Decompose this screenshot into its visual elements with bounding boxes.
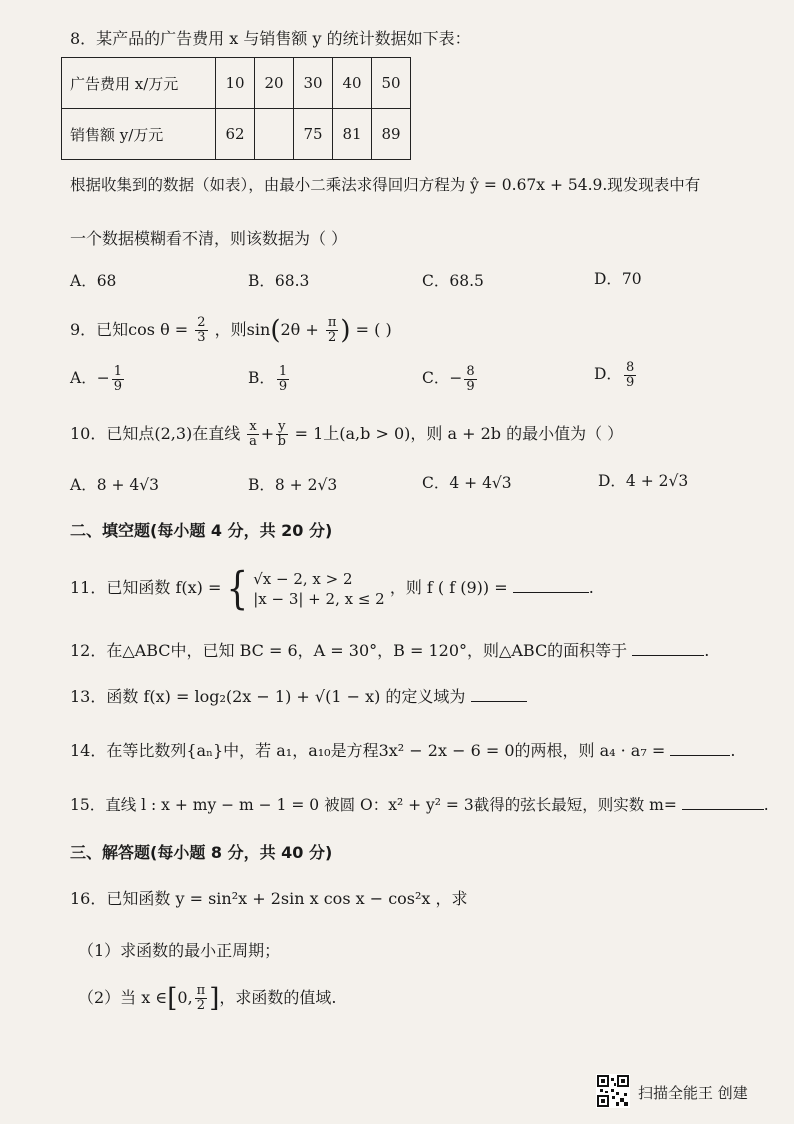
plus-sign: +	[260, 424, 275, 443]
q10-option-c: C．4 + 4√3	[422, 474, 512, 492]
q12-end: .	[704, 641, 710, 660]
q16-part2: （2）当 x ∈[0, $\frac{\pi}{2}$ ]，求函数的值域.	[78, 983, 337, 1014]
table-row-label: 广告费用 x/万元	[62, 58, 216, 109]
qr-code-icon	[596, 1074, 630, 1108]
option-label: D．	[594, 365, 622, 383]
q8-option-d: D．70	[594, 270, 642, 288]
option-fraction	[277, 365, 289, 394]
table-row-label: 销售额 y/万元	[62, 109, 216, 160]
answer-blank	[513, 578, 589, 593]
section-2-heading: 二、填空题(每小题 4 分，共 20 分)	[70, 521, 333, 540]
q10-stem	[70, 416, 623, 452]
answer-blank	[471, 687, 527, 702]
q8-data-table	[61, 57, 411, 160]
q10-option-a: A．8 + 4√3	[70, 476, 159, 494]
table-cell-blurred	[255, 109, 294, 160]
frac-num: π	[327, 315, 337, 330]
q14-stem	[70, 740, 735, 762]
q9-option-d	[594, 356, 638, 392]
table-cell: 50	[372, 58, 411, 109]
option-label: B．	[248, 369, 275, 387]
q10-fraction-x	[247, 420, 258, 449]
q16-stem: 16．已知函数 y = sin²x + 2sin x cos x − cos²x ，求	[70, 889, 468, 908]
frac-den: b	[277, 434, 286, 449]
q10-option-d: D．4 + 2√3	[598, 472, 689, 490]
table-cell: 20	[255, 58, 294, 109]
q16-part1: （1）求函数的最小正周期；	[78, 941, 281, 960]
q8-option-c: C．68.5	[422, 272, 484, 290]
option-fraction	[624, 361, 636, 390]
q9-arg: 2θ +	[280, 320, 319, 339]
q10-option-b: B．8 + 2√3	[248, 476, 338, 494]
q15-end: .	[763, 796, 769, 814]
q12-text: 12．在△ABC中，已知 BC = 6，A = 30°，B = 120°，则△ABC的面积等于	[70, 641, 628, 660]
q11-end: .	[588, 578, 594, 597]
q14-end: .	[730, 741, 736, 760]
q9-option-b	[248, 360, 291, 396]
frac-den: a	[249, 434, 257, 449]
table-cell: 75	[294, 109, 333, 160]
frac-den: 9	[625, 374, 635, 390]
frac-num: 1	[113, 363, 122, 379]
q9-arg-fraction	[326, 316, 339, 345]
answer-blank	[682, 795, 764, 810]
q9-prefix: 9．已知cos θ =	[70, 320, 189, 339]
table-cell: 89	[372, 109, 411, 160]
answer-blank	[632, 641, 704, 656]
frac-den: 2	[328, 330, 337, 345]
q9-option-a	[70, 360, 126, 396]
interval-left: 0,	[177, 988, 193, 1007]
q13-stem	[70, 686, 527, 708]
frac-den: 9	[466, 378, 475, 394]
option-label: C．	[422, 369, 450, 387]
table-cell: 81	[333, 109, 372, 160]
q10-prefix: 10．已知点(2,3)在直线	[70, 424, 241, 443]
frac-num: 2	[197, 315, 206, 330]
frac-den: 2	[196, 998, 206, 1013]
table-cell: 30	[294, 58, 333, 109]
case-2: |x − 3| + 2, x ≤ 2	[253, 589, 385, 608]
frac-den: 3	[197, 330, 206, 345]
table-row	[62, 109, 411, 160]
brace-symbol: {	[226, 562, 249, 615]
frac-den: 9	[113, 378, 122, 394]
table-row	[62, 58, 411, 109]
section-3-heading: 三、解答题(每小题 8 分，共 40 分)	[70, 843, 333, 862]
q8-text1: 根据收集到的数据（如表），由最小二乘法求得回归方程为 ŷ = 0.67x + 54.9.现发现表中有	[70, 176, 701, 194]
frac-num: π	[196, 983, 206, 998]
piecewise-cases	[253, 569, 385, 609]
part2-suffix: ，求函数的值域.	[219, 988, 337, 1007]
q15-text: 15．直线 l : x + my − m − 1 = 0 被圆 O：x² + y² = 3截得的弦长最短，则实数 m=	[70, 796, 677, 814]
interval-fraction	[195, 984, 208, 1013]
frac-num: x	[249, 419, 257, 434]
option-sign: −	[96, 369, 110, 387]
q13-text: 13．函数 f(x) = log₂(2x − 1) + √(1 − x) 的定义域为	[70, 687, 466, 706]
q9-fraction	[195, 316, 207, 345]
q15-stem	[70, 794, 769, 816]
table-cell: 10	[216, 58, 255, 109]
table-cell: 40	[333, 58, 372, 109]
q11-prefix: 11．已知函数 f(x) =	[70, 578, 222, 597]
q10-suffix: = 1上(a,b > 0)，则 a + 2b 的最小值为（ ）	[294, 424, 624, 443]
q8-option-a: A．68	[70, 272, 117, 290]
q9-stem: 9．已知cos θ = $\frac{2}{3}$ ，则sin(2θ + $\frac{\pi}{2}$ ) = ( )	[70, 315, 392, 346]
option-fraction	[112, 365, 124, 394]
q9-mid: ，则sin	[214, 320, 271, 339]
q8-text2: 一个数据模糊看不清，则该数据为（ ）	[70, 229, 348, 248]
frac-num: 8	[625, 359, 635, 375]
frac-num: 1	[278, 363, 288, 379]
case-1: √x − 2, x > 2	[253, 569, 353, 588]
q14-text: 14．在等比数列{aₙ}中，若 a₁，a₁₀是方程3x² − 2x − 6 = 0的两根，则 a₄ · a₇ =	[70, 741, 666, 760]
q8-option-b: B．68.3	[248, 272, 310, 290]
frac-den: 9	[278, 378, 288, 394]
q11-suffix: ，则 f ( f (9)) =	[389, 578, 508, 597]
q12-stem	[70, 640, 709, 662]
q11-stem	[70, 562, 594, 615]
scanner-watermark-text: 扫描全能王 创建	[638, 1084, 748, 1102]
table-cell: 62	[216, 109, 255, 160]
answer-blank	[670, 741, 730, 756]
q9-option-c	[422, 360, 479, 396]
frac-num: y	[278, 419, 286, 434]
q8-stem: 8．某产品的广告费用 x 与销售额 y 的统计数据如下表：	[70, 29, 471, 48]
q9-suffix: = ( )	[355, 320, 392, 339]
q10-fraction-y	[276, 420, 287, 449]
option-fraction	[464, 365, 476, 394]
option-sign: −	[449, 369, 463, 387]
part2-prefix: （2）当 x ∈	[78, 988, 168, 1007]
frac-num: 8	[466, 363, 475, 379]
option-label: A．	[70, 369, 97, 387]
